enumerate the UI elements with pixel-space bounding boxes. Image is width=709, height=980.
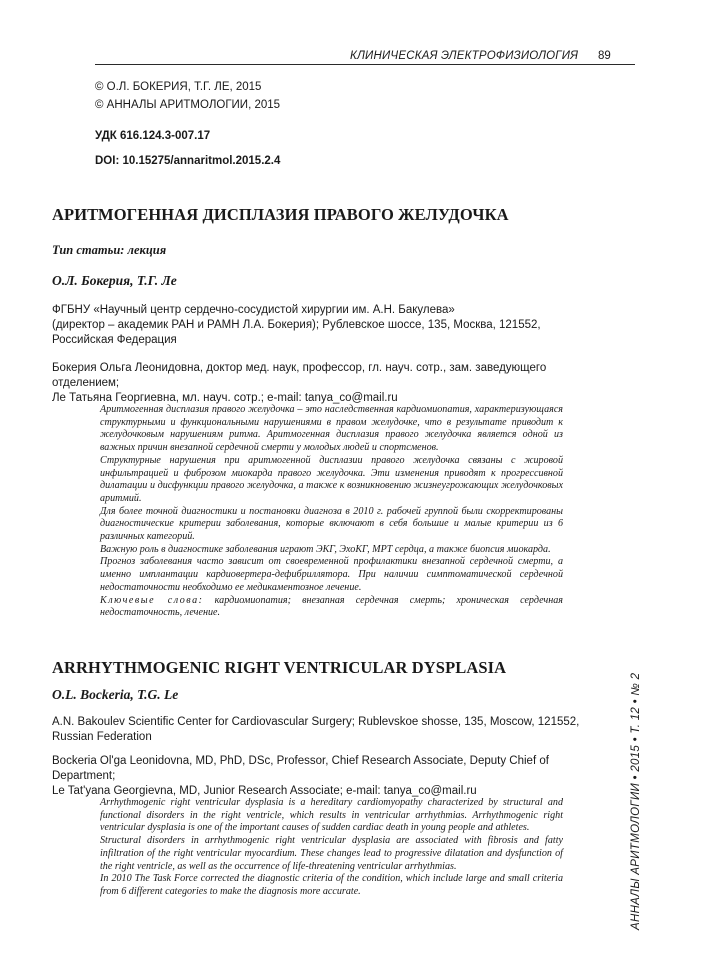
article-title-ru: АРИТМОГЕННАЯ ДИСПЛАЗИЯ ПРАВОГО ЖЕЛУДОЧКА xyxy=(52,205,509,224)
abstract-paragraph: Структурные нарушения при аритмогенной дисплазии правого желудочка связаны с жировой инфильтрацией и фиброзом миокарда правого желудочка. Эти изменения приводят к прогрессивной дилатации и дисфункции правого желудочка, а также к возникновению жизнеугрожающих желудочковых аритмий. xyxy=(100,454,563,504)
article-title-en: ARRHYTHMOGENIC RIGHT VENTRICULAR DYSPLASIA xyxy=(52,658,507,677)
affiliation-line: Российская Федерация xyxy=(52,334,177,346)
authors-en: O.L. Bockeria, T.G. Le xyxy=(52,687,179,702)
authors-ru: О.Л. Бокерия, Т.Г. Ле xyxy=(52,273,177,288)
affiliation-line: A.N. Bakoulev Scientific Center for Cardiovascular Surgery; Rublevskoe shosse, 135, Moscow, 121552, xyxy=(52,716,580,728)
abstract-paragraph: In 2010 The Task Force corrected the diagnostic criteria of the condition, which include large and small criteria from 6 different categories to make the diagnosis more accurate. xyxy=(100,873,563,897)
abstract-paragraph: Аритмогенная дисплазия правого желудочка – это наследственная кардиомиопатия, характеризующаяся структурными и функциональными нарушениями в правом желудочке, что в результате приводит к желудочковым нарушениям ритма. Аритмогенная дисплазия правого желудочка является одной из важных причин внезапной сердечной смерти у молодых людей и спортсменов. xyxy=(100,404,563,454)
affiliation-line: Russian Federation xyxy=(52,731,152,743)
header-rule xyxy=(95,64,635,65)
author-info-line: Бокерия Ольга Леонидовна, доктор мед. наук, профессор, гл. науч. сотр., зам. заведующего отделением; xyxy=(52,362,547,389)
affiliation-line: ФГБНУ «Научный центр сердечно-сосудистой хирургии им. А.Н. Бакулева» xyxy=(52,304,455,316)
abstract-ru xyxy=(100,404,563,620)
author-info-line: Ле Татьяна Георгиевна, мл. науч. сотр.; e-mail: tanya_co@mail.ru xyxy=(52,392,398,404)
keywords-label: Ключевые слова: xyxy=(100,594,204,606)
copyright-line-journal: © АННАЛЫ АРИТМОЛОГИИ, 2015 xyxy=(95,99,281,111)
keywords-text: кардиомиопатия; внезапная сердечная смерть; хроническая сердечная недостаточность, лечение. xyxy=(100,594,563,619)
doi: DOI: 10.15275/annaritmol.2015.2.4 xyxy=(95,155,281,167)
affiliation-line: (директор – академик РАН и РАМН Л.А. Бокерия); Рублевское шоссе, 135, Москва, 121552, xyxy=(52,319,541,331)
copyright-line-authors: © О.Л. БОКЕРИЯ, Т.Г. ЛЕ, 2015 xyxy=(95,81,262,93)
affiliation-en xyxy=(52,715,612,745)
author-info-line: Le Tat'yana Georgievna, MD, Junior Research Associate; e-mail: tanya_co@mail.ru xyxy=(52,785,477,797)
abstract-paragraph: Arrhythmogenic right ventricular dysplasia is a hereditary cardiomyopathy characterized by structural and functional disorders in the right ventricle, which results in ventricular arrhythmias. Arrhythmogenic right ventricular dysplasia is one of the important causes of sudden cardiac death in young people and athletes. xyxy=(100,797,563,834)
abstract-en xyxy=(100,797,563,899)
keywords xyxy=(100,595,563,620)
article-type: Тип статьи: лекция xyxy=(52,243,167,257)
author-info-line: Bockeria Ol'ga Leonidovna, MD, PhD, DSc, Professor, Chief Research Associate, Deputy Chief of Department; xyxy=(52,755,549,782)
author-info-ru xyxy=(52,361,612,406)
abstract-paragraph: Прогноз заболевания часто зависит от своевременной профилактики внезапной сердечной смерти, а именно имплантации кардиовертера-дефибриллятора. При наличии симптоматической сердечной недостаточности необходимо ее медикаментозное лечение. xyxy=(100,556,563,593)
page-number: 89 xyxy=(598,50,611,62)
abstract-paragraph: Для более точной диагностики и постановки диагноза в 2010 г. рабочей группой были скорректированы диагностические критерии заболевания, которые включают в себя большие и малые критерии из 6 различных категорий. xyxy=(100,505,563,543)
udk-code: УДК 616.124.3-007.17 xyxy=(95,130,211,142)
journal-section-header: КЛИНИЧЕСКАЯ ЭЛЕКТРОФИЗИОЛОГИЯ xyxy=(350,50,579,62)
abstract-paragraph: Structural disorders in arrhythmogenic right ventricular dysplasia are associated with fibrosis and fatty infiltration of the right ventricular myocardium. These changes lead to progressive dilatation and dysfunction of the right ventricle, as well as the occurrence of life-threatening ventricular arrhythmias. xyxy=(100,835,563,872)
author-info-en xyxy=(52,754,612,799)
abstract-paragraph: Важную роль в диагностике заболевания играют ЭКГ, ЭхоКГ, МРТ сердца, а также биопсия миокарда. xyxy=(100,543,551,555)
journal-sidebar: АННАЛЫ АРИТМОЛОГИИ • 2015 • Т. 12 • № 2 xyxy=(630,672,642,930)
affiliation-ru xyxy=(52,303,612,348)
